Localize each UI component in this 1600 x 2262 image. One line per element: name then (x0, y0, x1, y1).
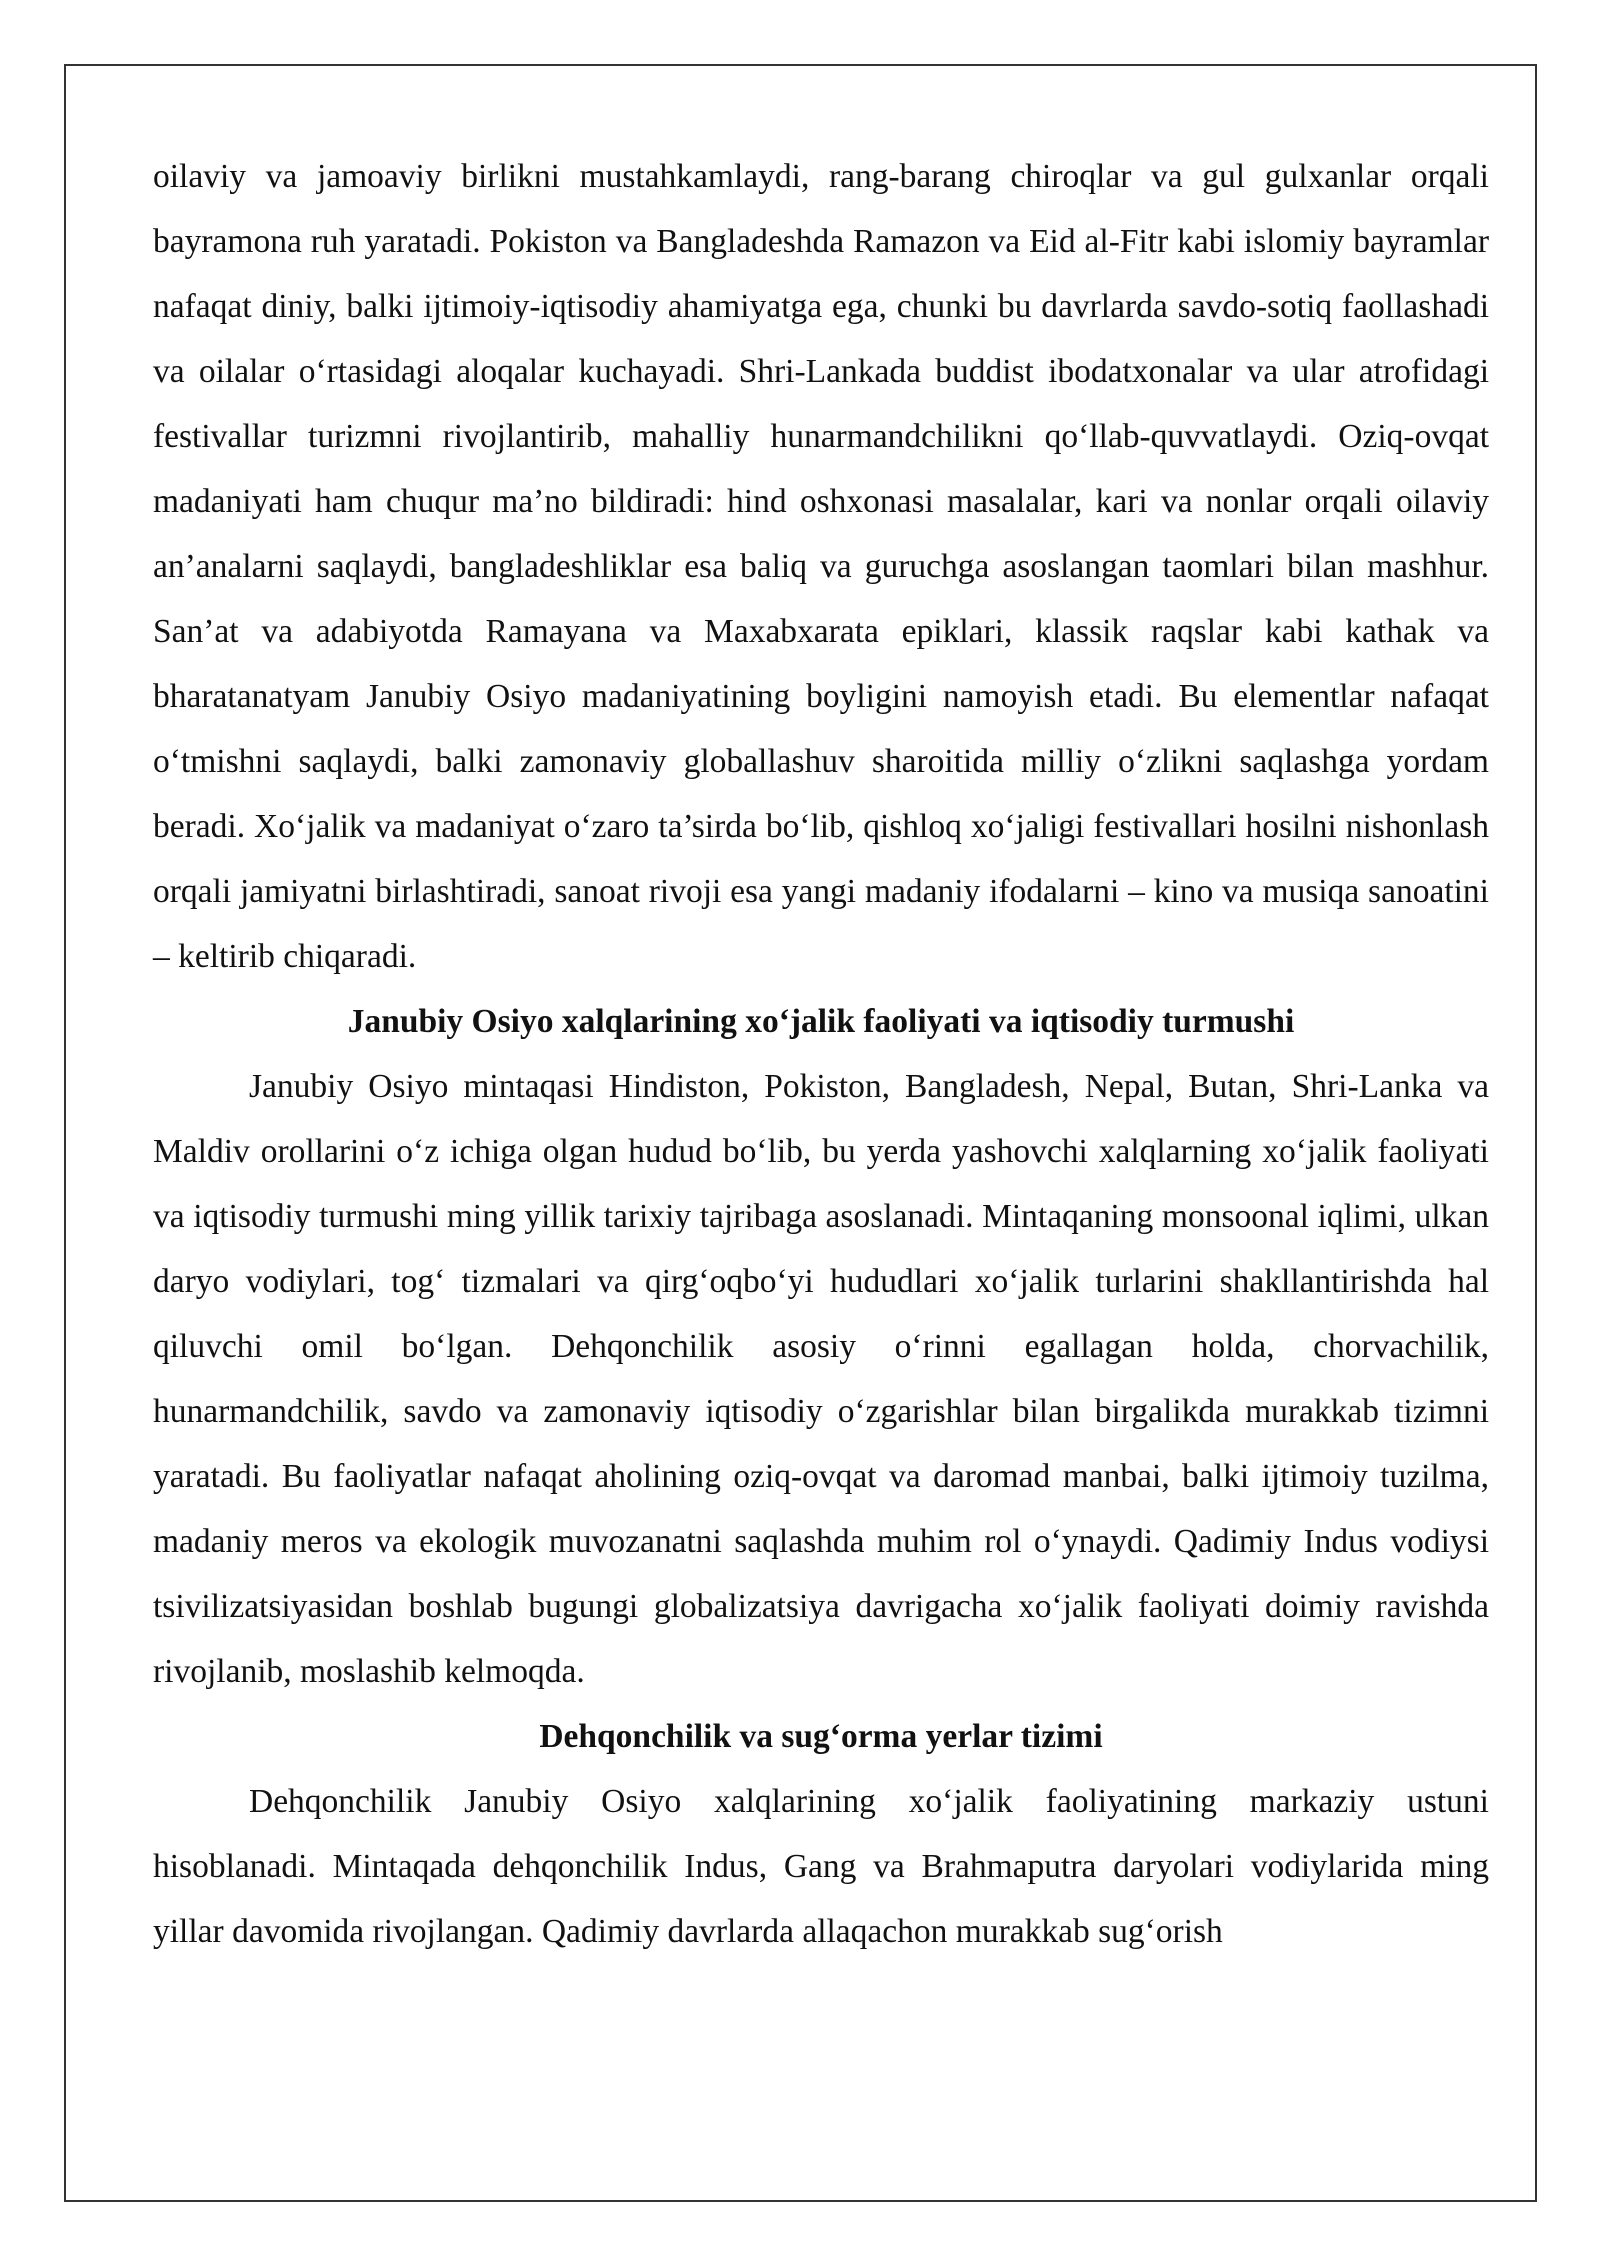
document-body (153, 144, 1489, 1964)
paragraph-culture: oilaviy va jamoaviy birlikni mustahkamlaydi, rang-barang chiroqlar va gul gulxanlar orqali bayramona ruh yaratadi. Pokiston va Bangladeshda Ramazon va Eid al-Fitr kabi islomiy bayramlar nafaqat diniy, balki ijtimoiy-iqtisodiy ahamiyatga ega, chunki bu davrlarda savdo-sotiq faollashadi va oilalar o‘rtasidagi aloqalar kuchayadi. Shri-Lankada buddist ibodatxonalar va ular atrofidagi festivallar turizmni rivojlantirib, mahalliy hunarmandchilikni qo‘llab-quvvatlaydi. Oziq-ovqat madaniyati ham chuqur ma’no bildiradi: hind oshxonasi masalalar, kari va nonlar orqali oilaviy an’analarni saqlaydi, bangladeshliklar esa baliq va guruchga asoslangan taomlari bilan mashhur. San’at va adabiyotda Ramayana va Maxabxarata epiklari, klassik raqslar kabi kathak va bharatanatyam Janubiy Osiyo madaniyatining boyligini namoyish etadi. Bu elementlar nafaqat o‘tmishni saqlaydi, balki zamonaviy globallashuv sharoitida milliy o‘zlikni saqlashga yordam beradi. Xo‘jalik va madaniyat o‘zaro ta’sirda bo‘lib, qishloq xo‘jaligi festivallari hosilni nishonlash orqali jamiyatni birlashtiradi, sanoat rivoji esa yangi madaniy ifodalarni – kino va musiqa sanoatini – keltirib chiqaradi. (153, 158, 1489, 975)
paragraph-agriculture: Dehqonchilik Janubiy Osiyo xalqlarining xo‘jalik faoliyatining markaziy ustuni hisoblanadi. Mintaqada dehqonchilik Indus, Gang va Brahmaputra daryolari vodiylarida ming yillar davomida rivojlangan. Qadimiy davrlarda allaqachon murakkab sug‘orish (153, 1783, 1489, 1950)
paragraph-economy-intro: Janubiy Osiyo mintaqasi Hindiston, Pokiston, Bangladesh, Nepal, Butan, Shri-Lanka va Maldiv orollarini o‘z ichiga olgan hudud bo‘lib, bu yerda yashovchi xalqlarning xo‘jalik faoliyati va iqtisodiy turmushi ming yillik tarixiy tajribaga asoslanadi. Mintaqaning monsoonal iqlimi, ulkan daryo vodiylari, tog‘ tizmalari va qirg‘oqbo‘yi hududlari xo‘jalik turlarini shakllantirishda hal qiluvchi omil bo‘lgan. Dehqonchilik asosiy o‘rinni egallagan holda, chorvachilik, hunarmandchilik, savdo va zamonaviy iqtisodiy o‘zgarishlar bilan birgalikda murakkab tizimni yaratadi. Bu faoliyatlar nafaqat aholining oziq-ovqat va daromad manbai, balki ijtimoiy tuzilma, madaniy meros va ekologik muvozanatni saqlashda muhim rol o‘ynaydi. Qadimiy Indus vodiysi tsivilizatsiyasidan boshlab bugungi globalizatsiya davrigacha xo‘jalik faoliyati doimiy ravishda rivojlanib, moslashib kelmoqda. (153, 1068, 1489, 1690)
section-heading-economy: Janubiy Osiyo xalqlarining xo‘jalik faoliyati va iqtisodiy turmushi (347, 1003, 1295, 1040)
section-heading-agriculture: Dehqonchilik va sug‘orma yerlar tizimi (539, 1718, 1103, 1755)
